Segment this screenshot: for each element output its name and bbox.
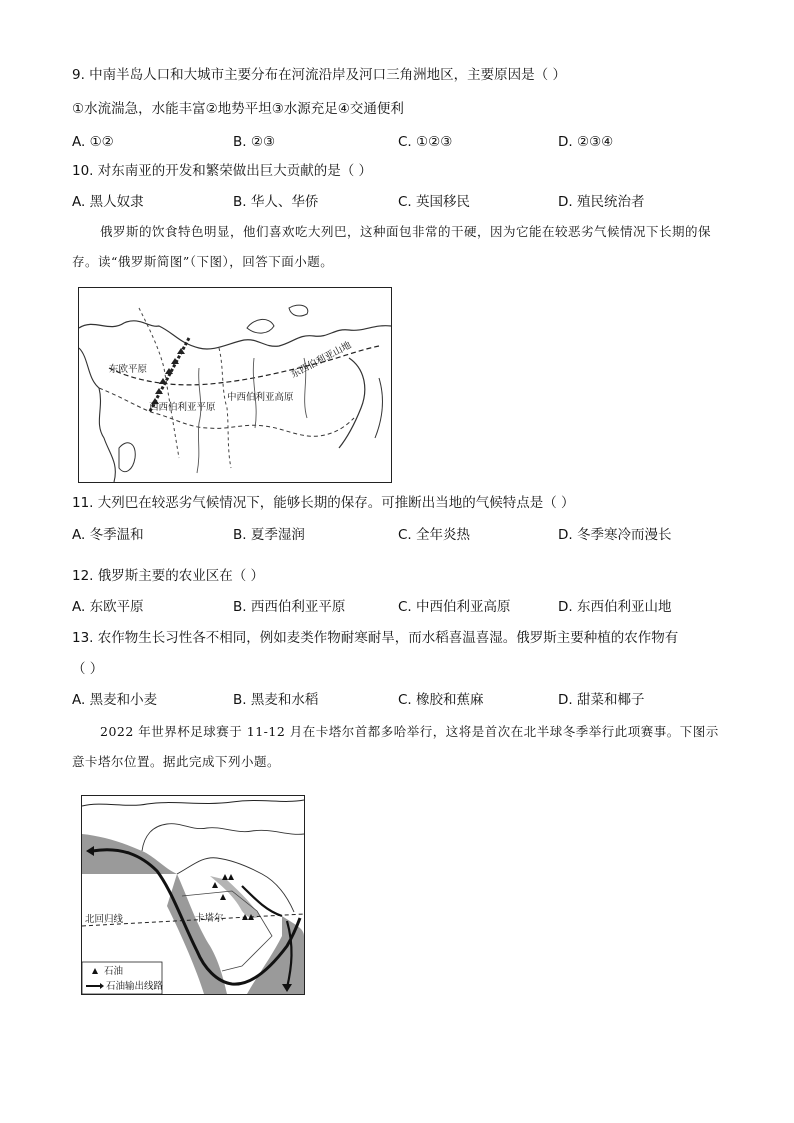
q9-option-c[interactable]: C. ①②③ [398,134,453,150]
q9-stem: 9. 中南半岛人口和大城市主要分布在河流沿岸及河口三角洲地区，主要原因是（ ） [72,67,566,83]
q10-option-d[interactable]: D. 殖民统治者 [558,194,645,210]
map-legend [82,962,164,994]
russia-map-figure [79,288,391,482]
q9-option-b[interactable]: B. ②③ [233,134,276,150]
q12-option-d[interactable]: D. 东西伯利亚山地 [558,599,672,615]
passage-qatar: 2022 年世界杯足球赛于 11-12 月在卡塔尔首都多哈举行，这将是首次在北半球冬季举行此项赛事。下图示意卡塔尔位置。据此完成下列小题。 [72,724,719,769]
label-qatar: 卡塔尔 [195,913,224,924]
passage-russia: 俄罗斯的饮食特色明显，他们喜欢吃大列巴，这种面包非常的干硬，因为它能在较恶劣气候情况下长期的保存。读“俄罗斯简图”（下图），回答下面小题。 [72,224,712,269]
russia-map [78,287,392,483]
q10-option-b[interactable]: B. 华人、华侨 [233,194,319,210]
q11-option-d[interactable]: D. 冬季寒冷而漫长 [558,527,672,543]
q11-stem: 11. 大列巴在较恶劣气候情况下，能够长期的保存。可推断出当地的气候特点是（ ） [72,495,575,511]
q13-option-d[interactable]: D. 甜菜和椰子 [558,692,645,708]
q12-option-b[interactable]: B. 西西伯利亚平原 [233,599,346,615]
q11-option-a[interactable]: A. 冬季温和 [72,527,144,543]
q13-option-a[interactable]: A. 黑麦和小麦 [72,692,158,708]
q12-option-c[interactable]: C. 中西伯利亚高原 [398,599,511,615]
q12-option-a[interactable]: A. 东欧平原 [72,599,144,615]
q10-option-c[interactable]: C. 英国移民 [398,194,471,210]
legend-oil-label: 石油 [104,966,124,977]
q13-stem-blank: （ ） [72,661,104,677]
q10-stem: 10. 对东南亚的开发和繁荣做出巨大贡献的是（ ） [72,163,373,179]
label-east-european-plain: 东欧平原 [109,364,148,375]
q10-option-a[interactable]: A. 黑人奴隶 [72,194,144,210]
q11-option-c[interactable]: C. 全年炎热 [398,527,471,543]
legend-route-label: 石油输出线路 [106,981,164,992]
q9-note: ①水流湍急，水能丰富②地势平坦③水源充足④交通便利 [72,101,404,117]
q9-option-d[interactable]: D. ②③④ [558,134,614,150]
qatar-map-figure [82,796,304,994]
q12-stem: 12. 俄罗斯主要的农业区在（ ） [72,568,265,584]
q11-option-b[interactable]: B. 夏季湿润 [233,527,305,543]
label-central-siberian-plateau: 中西伯利亚高原 [227,392,294,403]
q13-option-c[interactable]: C. 橡胶和蕉麻 [398,692,484,708]
q13-option-b[interactable]: B. 黑麦和水稻 [233,692,319,708]
q9-option-a[interactable]: A. ①② [72,134,114,150]
q13-stem: 13. 农作物生长习性各不相同，例如麦类作物耐寒耐旱，而水稻喜温喜湿。俄罗斯主要种植的农作物有 [72,630,679,646]
label-west-siberian-plain: 西西伯利亚平原 [149,402,216,413]
label-tropic-of-cancer: 北回归线 [85,914,124,925]
qatar-map [81,795,305,995]
label-east-siberian-mountains: 东西伯利亚山地 [289,339,354,381]
